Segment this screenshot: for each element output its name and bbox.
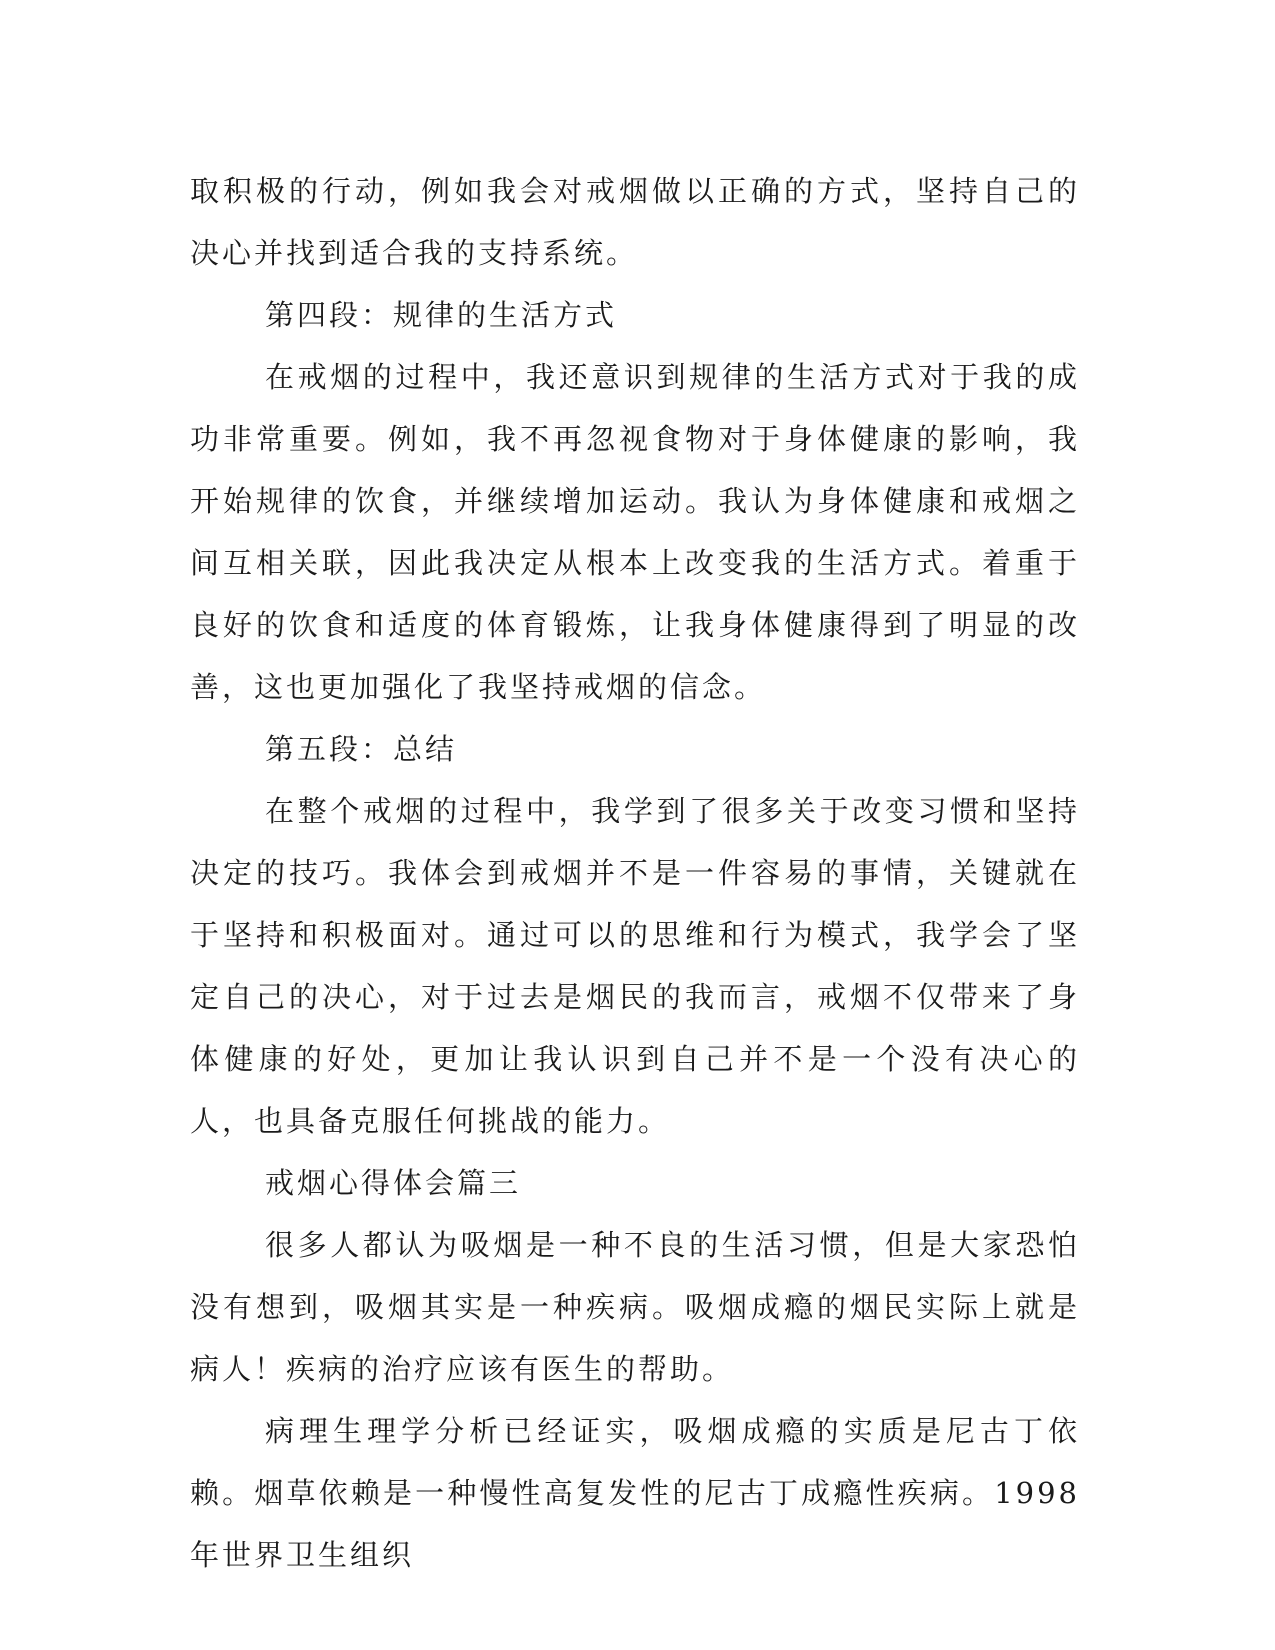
section-heading-5: 第五段：总结: [265, 732, 458, 766]
paragraph-continued: 取积极的行动，例如我会对戒烟做以正确的方式，坚持自己的决心并找到适合我的支持系统。: [190, 174, 1080, 270]
section-heading-4: 第四段：规律的生活方式: [265, 298, 618, 332]
part-heading-3: 戒烟心得体会篇三: [265, 1166, 522, 1200]
paragraph-part-3-a: 很多人都认为吸烟是一种不良的生活习惯，但是大家恐怕没有想到，吸烟其实是一种疾病。吸烟成瘾的烟民实际上就是病人！疾病的治疗应该有医生的帮助。: [190, 1228, 1080, 1386]
document-body: [190, 160, 1080, 1586]
paragraph-section-5: 在整个戒烟的过程中，我学到了很多关于改变习惯和坚持决定的技巧。我体会到戒烟并不是一件容易的事情，关键就在于坚持和积极面对。通过可以的思维和行为模式，我学会了坚定自己的决心，对于过去是烟民的我而言，戒烟不仅带来了身体健康的好处，更加让我认识到自己并不是一个没有决心的人，也具备克服任何挑战的能力。: [190, 794, 1080, 1138]
paragraph-part-3-b: 病理生理学分析已经证实，吸烟成瘾的实质是尼古丁依赖。烟草依赖是一种慢性高复发性的尼古丁成瘾性疾病。1998 年世界卫生组织: [190, 1414, 1080, 1572]
paragraph-section-4: 在戒烟的过程中，我还意识到规律的生活方式对于我的成功非常重要。例如，我不再忽视食物对于身体健康的影响，我开始规律的饮食，并继续增加运动。我认为身体健康和戒烟之间互相关联，因此我决定从根本上改变我的生活方式。着重于良好的饮食和适度的体育锻炼，让我身体健康得到了明显的改善，这也更加强化了我坚持戒烟的信念。: [190, 360, 1080, 704]
